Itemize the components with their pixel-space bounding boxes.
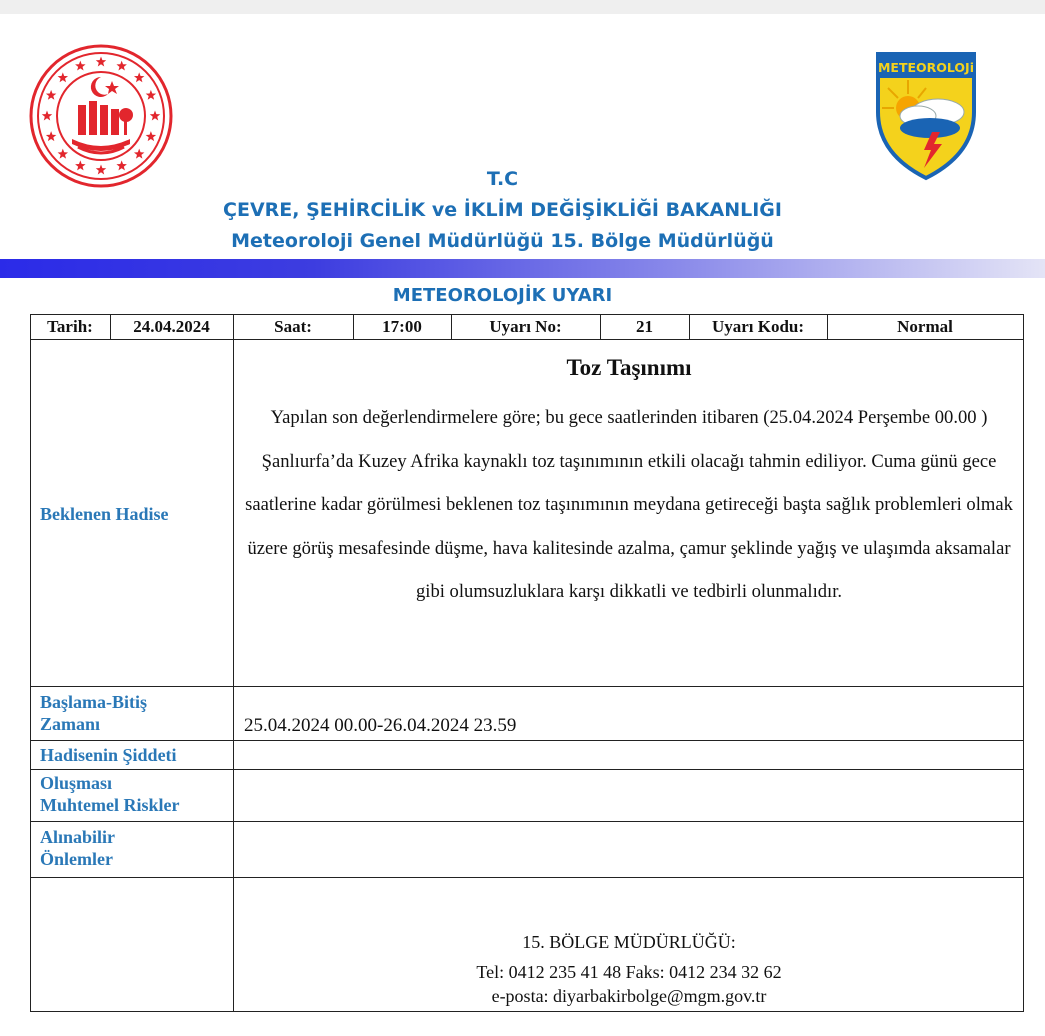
table-row-divider [30, 877, 1023, 878]
table-border-bottom [30, 1011, 1023, 1012]
emblem-star-icon [75, 61, 85, 71]
risks-label-line1: Oluşması [40, 773, 113, 793]
emblem-star-icon [134, 72, 144, 82]
start-end-value: 25.04.2024 00.00-26.04.2024 23.59 [244, 715, 517, 736]
table-border-left [30, 314, 31, 1012]
top-strip [0, 0, 1045, 14]
warning-code-label: Uyarı Kodu: [711, 317, 805, 336]
date-label: Tarih: [47, 317, 93, 336]
footer-office: 15. BÖLGE MÜDÜRLÜĞÜ: [522, 932, 736, 952]
meteoroloji-logo-icon [874, 50, 978, 182]
table-row-divider [30, 740, 1023, 741]
emblem-star-icon [58, 72, 68, 82]
warning-no-value: 21 [636, 317, 653, 336]
table-border-top [30, 314, 1023, 315]
warning-no-label: Uyarı No: [489, 317, 562, 336]
start-end-label-line2: Zamanı [40, 714, 101, 734]
emblem-star-icon [58, 149, 68, 159]
event-description: Yapılan son değerlendirmelere göre; bu gece saatlerinden itibaren (25.04.2024 Perşembe 00.00 ) Şanlıurfa’da Kuzey Afrika kaynaklı toz taşınımının etkili olacağı tahmin ediliyor. Cuma günü gece saatlerine kadar görülmesi beklenen toz taşınımının meydana getireceği başta sağlık problemleri olmak üzere görüş mesafesinde düşme, hava kalitesinde azalma, çamur şeklinde yağış ve ulaşımda aksamalar gibi olumsuzluklara karşı dikkatli ve tedbirli olunmalıdır. [245, 407, 1013, 602]
warning-table [30, 314, 1023, 1012]
emblem-star-icon [96, 57, 106, 67]
meteoroloji-logo-text: METEOROLOJi [877, 60, 975, 75]
ministry-name: ÇEVRE, ŞEHİRCİLİK ve İKLİM DEĞİŞİKLİĞİ BAKANLIĞI [223, 199, 782, 221]
directorate-name: Meteoroloji Genel Müdürlüğü 15. Bölge Müdürlüğü [231, 230, 774, 252]
start-end-label-line1: Başlama-Bitiş [40, 692, 148, 712]
precautions-label-line2: Önlemler [40, 849, 113, 869]
date-value: 24.04.2024 [133, 317, 210, 336]
footer-contact: Tel: 0412 235 41 48 Faks: 0412 234 32 62 [476, 962, 782, 982]
risks-label [40, 772, 179, 816]
precautions-label [40, 826, 115, 870]
emblem-star-icon [150, 111, 160, 121]
time-value: 17:00 [382, 317, 422, 336]
start-end-label [40, 691, 147, 735]
table-border-right [1023, 314, 1024, 1012]
document-title: METEOROLOJİK UYARI [392, 285, 613, 306]
table-row-divider [30, 686, 1023, 687]
precautions-label-line1: Alınabilir [40, 827, 116, 847]
header-divider-bar [0, 259, 1045, 278]
emblem-star-icon [116, 61, 126, 71]
event-title: Toz Taşınımı [566, 355, 692, 380]
emblem-star-icon [42, 111, 52, 121]
emblem-star-icon [134, 149, 144, 159]
risks-label-line2: Muhtemel Riskler [40, 795, 180, 815]
emblem-star-icon [146, 90, 156, 100]
emblem-star-icon [146, 131, 156, 141]
footer-email: e-posta: diyarbakirbolge@mgm.gov.tr [491, 986, 767, 1006]
table-row-divider [30, 821, 1023, 822]
table-row-divider [30, 339, 1023, 340]
expected-event-label: Beklenen Hadise [40, 504, 169, 524]
emblem-star-icon [46, 131, 56, 141]
emblem-star-icon [46, 90, 56, 100]
warning-code-value: Normal [897, 317, 953, 336]
table-row-divider [30, 769, 1023, 770]
table-col-divider [233, 314, 234, 1012]
severity-label: Hadisenin Şiddeti [40, 745, 177, 765]
header-tc: T.C [486, 168, 519, 190]
time-label: Saat: [274, 317, 312, 336]
